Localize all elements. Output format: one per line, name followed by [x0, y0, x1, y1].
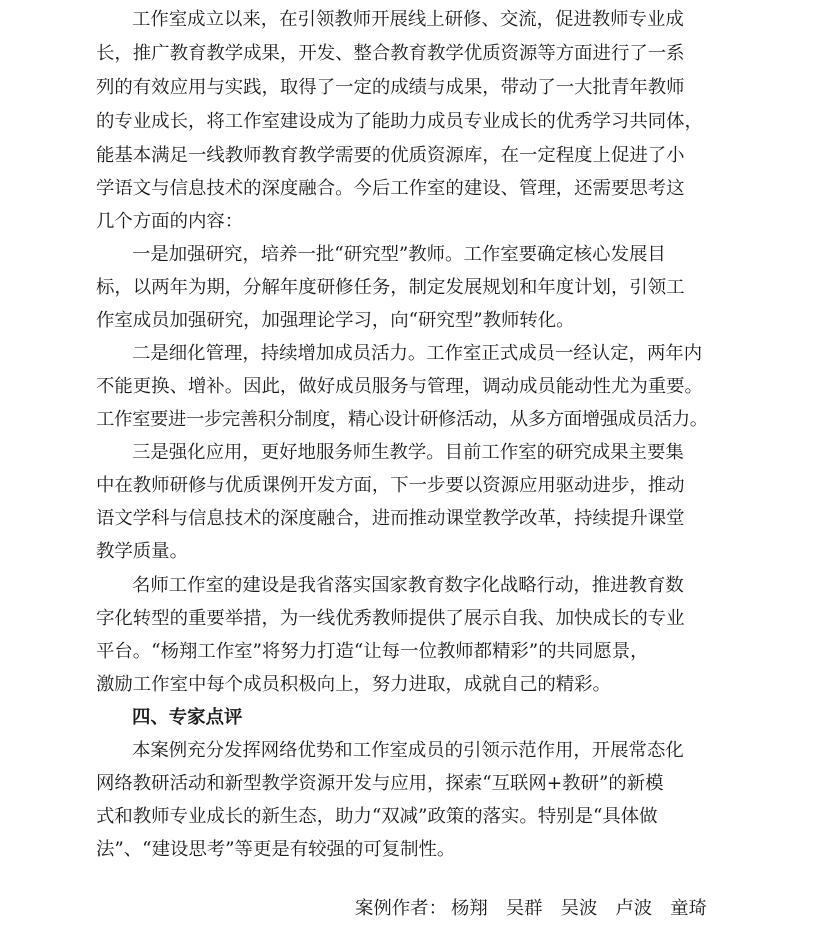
- paragraph-line: 字化转型的重要举措，为一线优秀教师提供了展示自我、加快成长的专业: [96, 608, 685, 629]
- author-name: 卢波: [615, 898, 653, 919]
- paragraph-line: 不能更换、增补。因此，做好成员服务与管理，调动成员能动性尤为重要。: [96, 376, 703, 397]
- paragraph-line: 语文学科与信息技术的深度融合，进而推动课堂教学改革，持续提升课堂: [96, 508, 685, 529]
- section-heading: 四、专家点评: [132, 707, 243, 728]
- author-name: 吴群: [505, 898, 543, 919]
- paragraph-line: 学语文与信息技术的深度融合。今后工作室的建设、管理，还需要思考这: [96, 178, 685, 199]
- paragraph-line: 工作室成立以来，在引领教师开展线上研修、交流，促进教师专业成: [132, 9, 684, 30]
- author-name: 吴波: [560, 898, 598, 919]
- paragraph-line: 几个方面的内容：: [96, 211, 244, 232]
- paragraph-line: 标，以两年为期，分解年度研修任务，制定发展规划和年度计划，引领工: [96, 277, 685, 298]
- paragraph-line: 三是强化应用，更好地服务师生教学。目前工作室的研究成果主要集: [132, 442, 684, 463]
- paragraph-line: 长，推广教育教学成果，开发、整合教育教学优质资源等方面进行了一系: [96, 43, 685, 64]
- paragraph-line: 二是细化管理，持续增加成员活力。工作室正式成员一经认定，两年内: [132, 343, 703, 364]
- paragraph-line: 激励工作室中每个成员积极向上，努力进取，成就自己的精彩。: [96, 674, 611, 695]
- paragraph-line: 名师工作室的建设是我省落实国家教育数字化战略行动，推进教育数: [132, 575, 684, 596]
- paragraph-line: 作室成员加强研究，加强理论学习，向“研究型”教师转化。: [96, 310, 575, 331]
- review-line: 本案例充分发挥网络优势和工作室成员的引领示范作用，开展常态化: [132, 740, 684, 761]
- paragraph-line: 工作室要进一步完善积分制度，精心设计研修活动，从多方面增强成员活力。: [96, 409, 708, 430]
- paragraph-line: 教学质量。: [96, 541, 188, 562]
- paragraph-line: 中在教师研修与优质课例开发方面，下一步要以资源应用驱动进步，推动: [96, 475, 685, 496]
- paragraph-line: 的专业成长，将工作室建设成为了能助力成员专业成长的优秀学习共同体，: [96, 111, 703, 132]
- author-name: 童琦: [670, 898, 707, 919]
- paragraph-line: 一是加强研究，培养一批“研究型”教师。工作室要确定核心发展目: [132, 244, 666, 265]
- author-name: 杨翔: [450, 898, 488, 919]
- review-line: 式和教师专业成长的新生态，助力“双减”政策的落实。特别是“具体做: [96, 806, 658, 827]
- paragraph-line: 平台。“杨翔工作室”将努力打造“让每一位教师都精彩”的共同愿景，: [96, 641, 649, 662]
- paragraph-line: 能基本满足一线教师教育教学需要的优质资源库，在一定程度上促进了小: [96, 145, 685, 166]
- review-line: 网络教研活动和新型教学资源开发与应用，探索“互联网+教研”的新模: [96, 773, 664, 794]
- review-line: 法”、“建设思考”等更是有较强的可复制性。: [96, 839, 456, 860]
- paragraph-line: 列的有效应用与实践，取得了一定的成绩与成果，带动了一大批青年教师: [96, 77, 685, 98]
- case-author: [355, 897, 707, 921]
- author-label: 案例作者：: [355, 898, 447, 919]
